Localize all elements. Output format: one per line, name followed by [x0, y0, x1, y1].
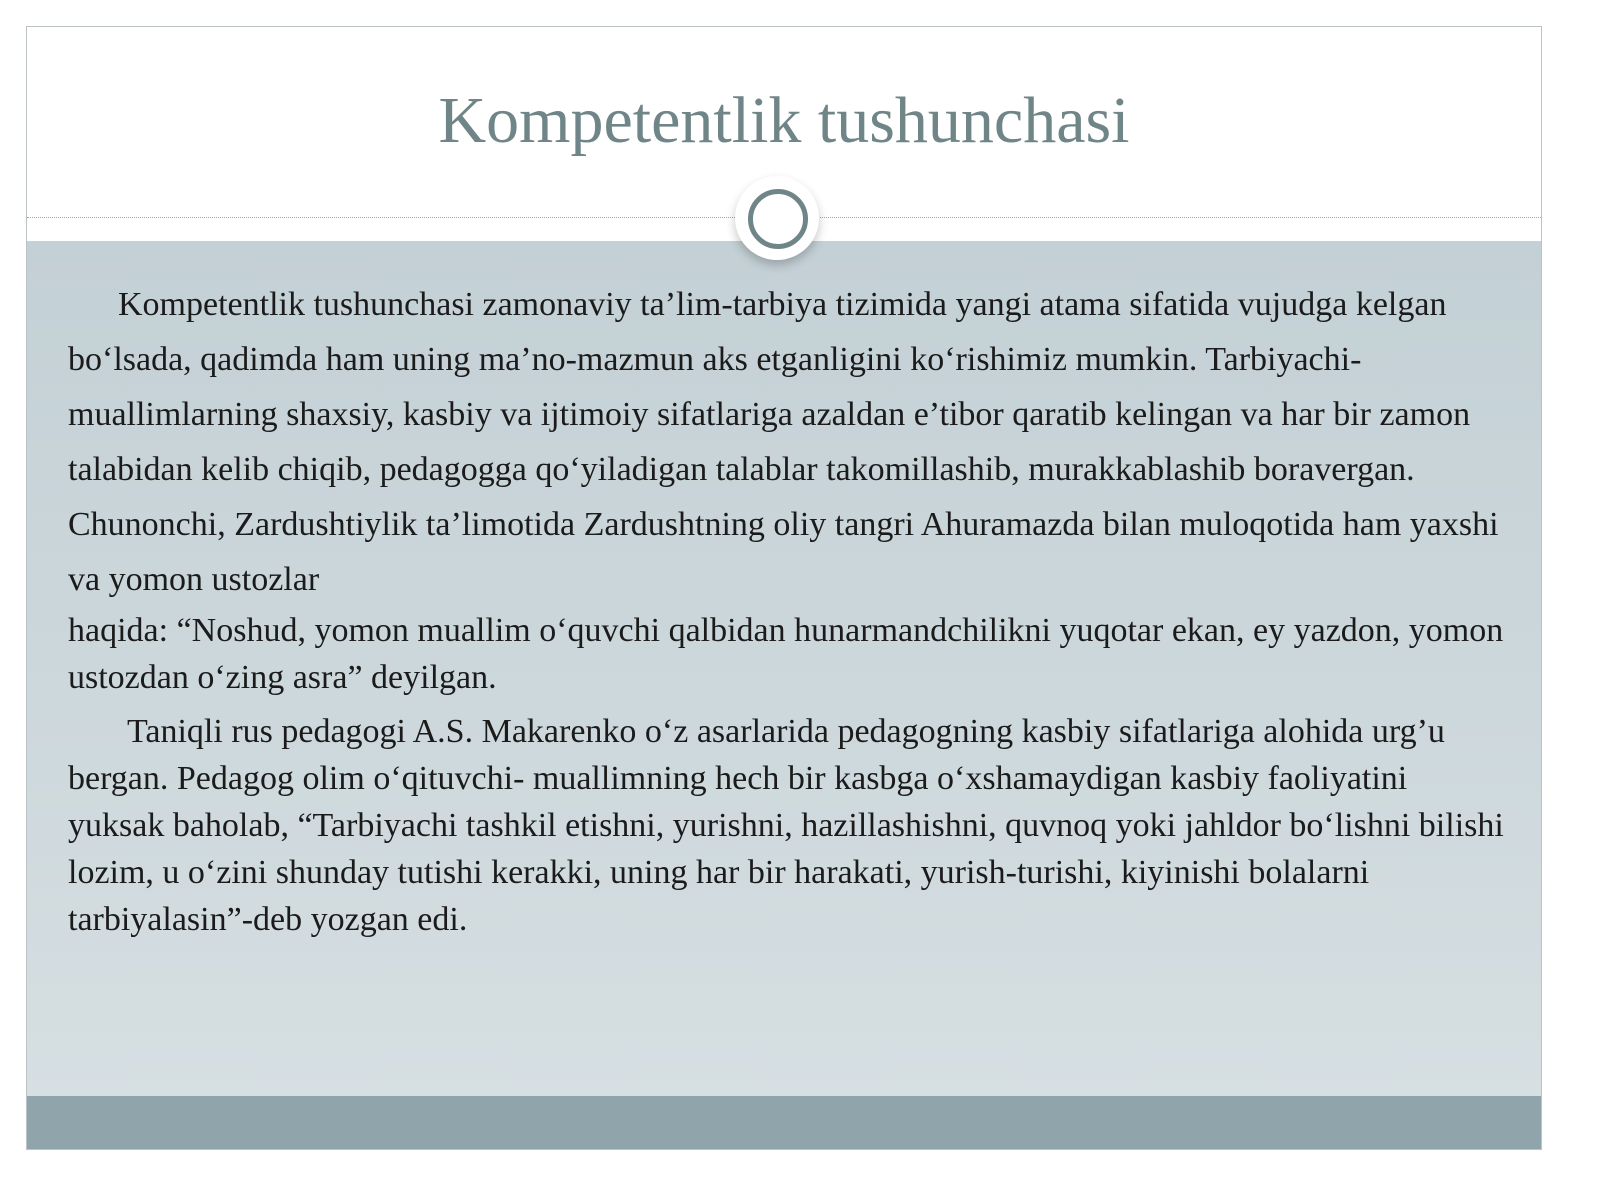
slide	[26, 26, 1542, 1150]
body-text	[68, 277, 1508, 943]
slide-title: Kompetentlik tushunchasi	[438, 84, 1130, 157]
paragraph-1b: haqida: “Noshud, yomon muallim o‘quvchi qalbidan hunarmandchilikni yuqotar ekan, ey yazdon, yomon ustozdan o‘zing asra” deyilgan.	[68, 612, 1504, 696]
paragraph-2: Taniqli rus pedagogi A.S. Makarenko o‘z asarlarida pedagogning kasbiy sifatlariga alohida urg’u bergan. Pedagog olim o‘qituvchi- muallimning hech bir kasbga o‘xshamaydigan kasbiy faoliyatini yuksak baholab, “Tarbiyachi tashkil etishni, yurishni, hazillashishni, quvnoq yoki jahldor bo‘lishni bilishi lozim, u o‘zini shunday tutishi kerakki, uning har bir harakati, yurish-turishi, kiyinishi bolalarni tarbiyalasin”-deb yozgan edi.	[68, 713, 1504, 938]
circle-ornament-icon	[735, 176, 819, 260]
paragraph-1a: Kompetentlik tushunchasi zamonaviy ta’lim-tarbiya tizimida yangi atama sifatida vujudga kelgan bo‘lsada, qadimda ham uning ma’no-mazmun aks etganligini ko‘rishimiz mumkin. Tarbiyachi-muallimlarning shaxsiy, kasbiy va ijtimoiy sifatlariga azaldan e’tibor qaratib kelingan va har bir zamon talabidan kelib chiqib, pedagogga qo‘yiladigan talablar takomillashib, murakkablashib boravergan. Chunonchi, Zardushtiylik ta’limotida Zardushtning oliy tangri Ahuramazda bilan muloqotida ham yaxshi va yomon ustozlar	[68, 286, 1499, 598]
footer-bar	[27, 1096, 1541, 1150]
